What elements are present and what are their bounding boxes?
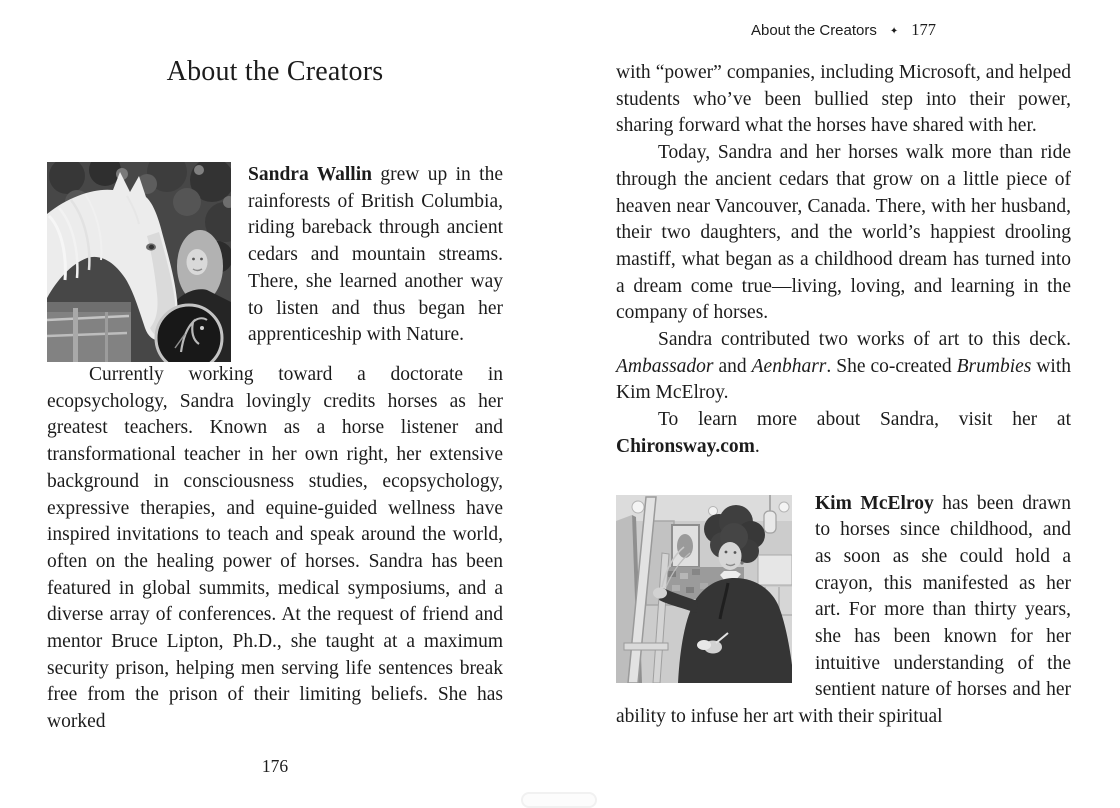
- kim-mcelroy-photo: [616, 495, 792, 683]
- page-title: About the Creators: [166, 56, 384, 87]
- paragraph-sandra-body: Currently working toward a doctorate in ecopsychology, Sandra lovingly credits horses as her greatest teachers. Known as a horse listener and transformational teacher in her own right, her extensive background in consciousness studies, ecopsychology, expressive therapies, and equine-guided wellness have inspired invitations to teach and speak around the world, often on the healing power of horses. Sandra has been featured in global summits, medical symposiums, and a diverse array of conferences. At the request of friend and mentor Bruce Lipton, Ph.D., she taught at a maximum security prison, helping men serving life sentences break free from the prison of their limiting beliefs. She has worked: [47, 364, 503, 733]
- page-number-right: 177: [911, 20, 937, 39]
- right-page: [616, 0, 1071, 800]
- paragraph-today: Today, Sandra and her horses walk more than ride through the ancient cedars that grow on a little piece of heaven near Vancouver, Canada. There, with her husband, their two daughters, and the world’s happiest drooling mastiff, what began as a childhood dream has turned into a dream come true—living, loving, and learning in the company of horses.: [616, 142, 1071, 324]
- kim-section: [616, 491, 1071, 731]
- page-number-left: 176: [261, 756, 289, 776]
- paragraph-sandra-intro: Sandra Wallin grew up in the rainforests of British Columbia, riding bareback through ancient cedars and mountain streams. There, she learned another way to listen and thus began her apprenticeship with Nature.: [248, 164, 503, 346]
- running-header-label: About the Creators: [750, 22, 877, 39]
- paragraph-continuation: with “power” companies, including Microsoft, and helped students who’ve been bullied step into their power, sharing forward what the horses have shared with her.: [616, 62, 1071, 137]
- running-header: [616, 20, 1071, 43]
- paragraph-learn-more: To learn more about Sandra, visit her at Chironsway.com.: [616, 409, 1071, 457]
- star-separator-icon: ✦: [889, 26, 899, 37]
- paragraph-contributed: Sandra contributed two works of art to this deck. Ambassador and Aenbharr. She co-created Brumbies with Kim McElroy.: [616, 329, 1072, 404]
- kim-photo-illustration: [616, 495, 792, 683]
- right-page-text: [616, 60, 1071, 731]
- left-page: [47, 0, 503, 800]
- sandra-photo-illustration: [47, 162, 231, 362]
- bottom-page-control[interactable]: [521, 792, 597, 808]
- sandra-section: [47, 162, 503, 362]
- paragraph-kim: Kim McElroy has been drawn to horses since childhood, and as soon as she could hold a crayon, this manifested as her art. For more than thirty years, she has been known for her intuitive understanding of the sentient nature of horses and her ability to infuse her art with their spiritual: [616, 492, 1071, 728]
- sandra-wallin-horse-photo: [47, 162, 231, 362]
